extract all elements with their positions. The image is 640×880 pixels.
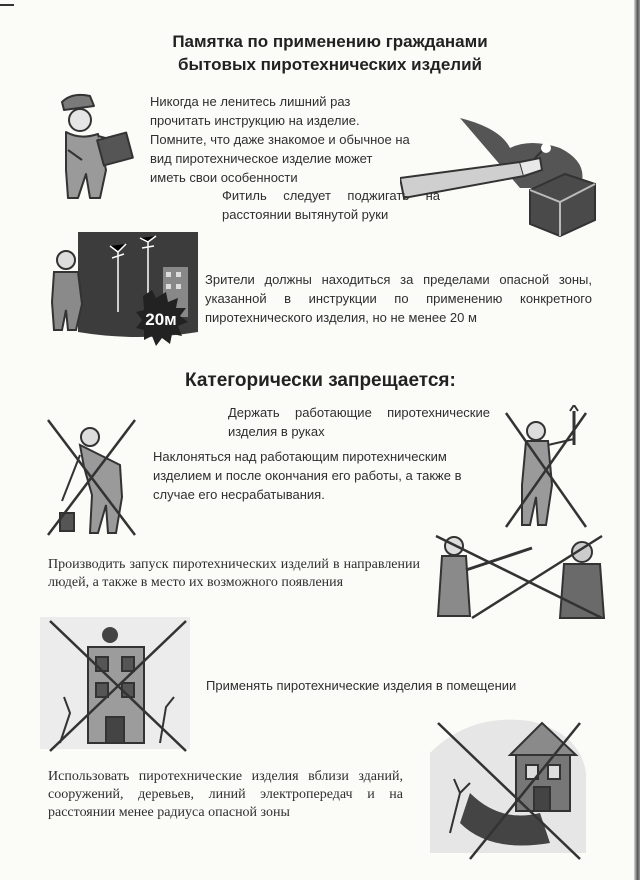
instruction-arm-distance: Фитиль следует поджигать на расстоянии вытянутой руки <box>222 188 440 222</box>
title-line-1: Памятка по применению гражданами <box>172 32 488 51</box>
illustration-near-buildings-crossed <box>430 713 590 863</box>
prohibited-heading: Категорически запрещается: <box>185 370 456 391</box>
illustration-aiming-at-people-crossed <box>432 530 607 620</box>
instruction-read-manual: Никогда не ленитесь лишний раз прочитать инструкцию на изделие. Помните, что даже знакомое и обычное на вид пиротехническое изделие может иметь свои особенности <box>150 94 410 185</box>
illustration-holding-rocket-crossed <box>500 405 592 530</box>
prohibition-aim-at-people: Производить запуск пиротехнических изделий в направлении людей, а также в место их возможного появления <box>48 557 420 590</box>
page-edge-shadow <box>634 0 640 880</box>
illustration-reading-instructions <box>42 90 142 205</box>
illustration-safe-distance <box>48 232 198 347</box>
illustration-indoor-use-crossed <box>40 617 190 755</box>
title-line-2: бытовых пиротехнических изделий <box>178 55 482 74</box>
prohibition-bend-over: Наклоняться над работающим пиротехническим изделием и после окончания его работы, а также в случае его несрабатывания. <box>153 449 462 502</box>
distance-badge-label: 20м <box>145 310 177 329</box>
prohibition-indoor-use: Применять пиротехнические изделия в помещении <box>206 678 517 693</box>
prohibition-near-buildings: Использовать пиротехнические изделия вблизи зданий, сооружений, деревьев, линий электропередач и на расстоянии менее радиуса опасной зоны <box>48 769 403 820</box>
instruction-spectator-distance: Зрители должны находиться за пределами опасной зоны, указанной в инструкции по применению конкретного пиротехнического изделия, но не менее 20 м <box>205 272 592 325</box>
page-title <box>110 30 550 76</box>
scan-corner-mark <box>0 4 14 6</box>
illustration-bending-over-crossed <box>40 415 140 540</box>
prohibition-hold-in-hands: Держать работающие пиротехнические изделия в руках <box>228 405 490 439</box>
